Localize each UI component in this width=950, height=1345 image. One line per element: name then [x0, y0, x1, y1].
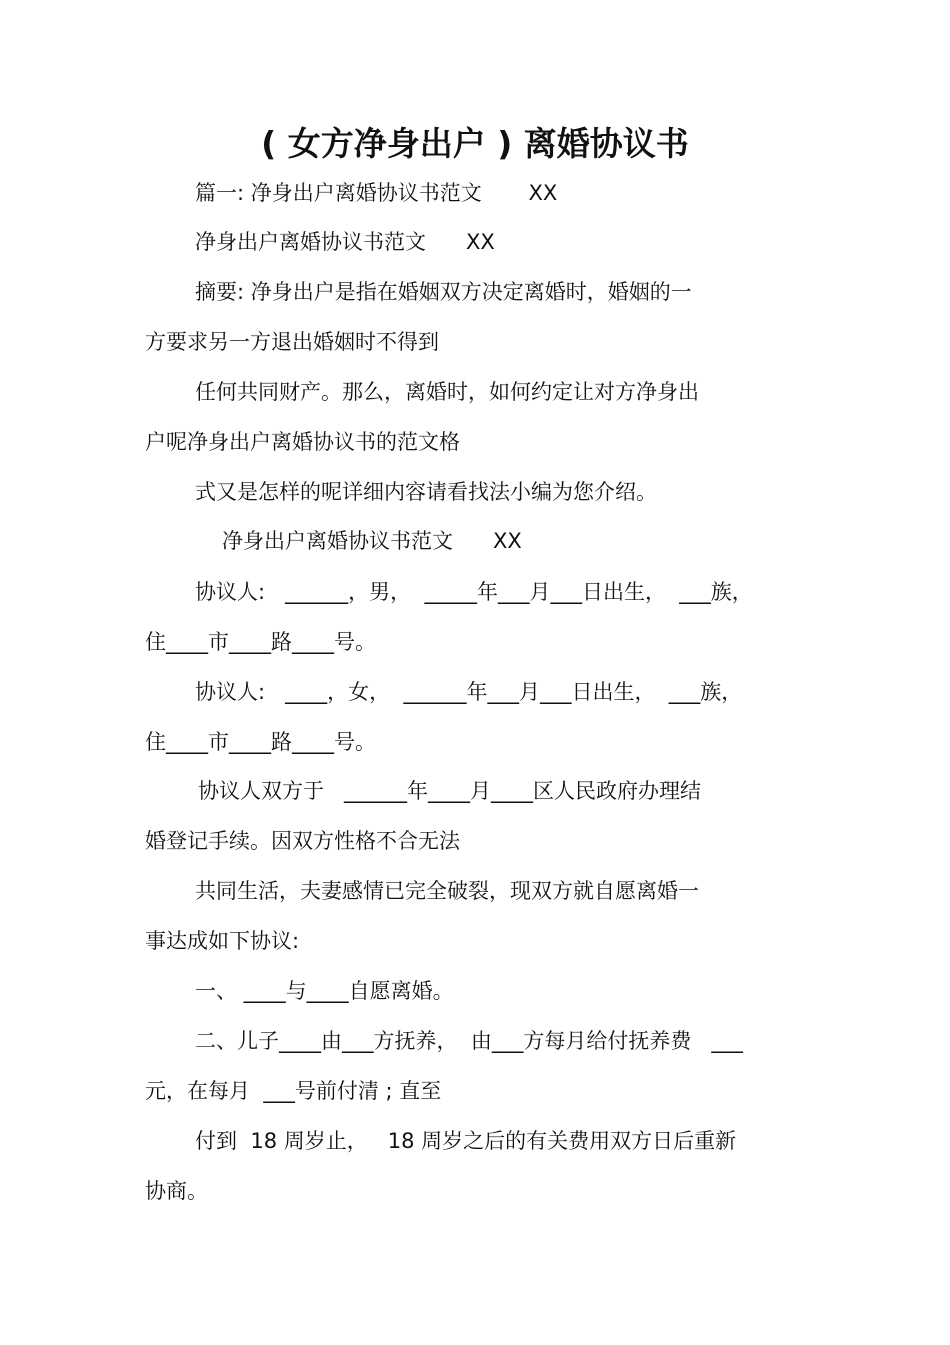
clause-two: 协商。: [145, 1179, 208, 1203]
summary-line: 式又是怎样的呢详细内容请看找法小编为您介绍。: [195, 480, 657, 504]
agreement-line: 共同生活，夫妻感情已完全破裂，现双方就自愿离婚一: [195, 879, 699, 903]
summary-line: 摘要: 净身出户是指在婚姻双方决定离婚时，婚姻的一: [195, 280, 692, 304]
sample-title: 净身出户离婚协议书范文 XX: [222, 529, 522, 553]
article-title: 净身出户离婚协议书范文 XX: [195, 230, 495, 254]
party-line: 协议人: ____，女， ______年___月___日出生， ___族，: [195, 680, 743, 704]
agreement-line: 婚登记手续。因双方性格不合无法: [145, 829, 460, 853]
agreement-line: 事达成如下协议:: [145, 929, 300, 953]
clause-two: 付到 18 周岁止， 18 周岁之后的有关费用双方日后重新: [195, 1129, 737, 1153]
document-title: ( 女方净身出户 ) 离婚协议书: [261, 124, 689, 163]
summary-line: 户呢净身出户离婚协议书的范文格: [145, 430, 460, 454]
party-address: 住____市____路____号。: [145, 630, 376, 654]
agreement-line: 协议人双方于 ______年____月____区人民政府办理结: [198, 779, 702, 803]
party-address: 住____市____路____号。: [145, 730, 376, 754]
clause-two: 二、儿子____由___方抚养， 由___方每月给付抚养费 ___: [195, 1029, 743, 1053]
summary-line: 任何共同财产。那么，离婚时，如何约定让对方净身出: [195, 380, 699, 404]
clause-one: 一、 ____与____自愿离婚。: [195, 979, 454, 1003]
party-line: 协议人: ______，男， _____年___月___日出生， ___族，: [195, 580, 753, 604]
clause-two: 元，在每月 ___号前付清 ; 直至: [145, 1079, 442, 1103]
summary-line: 方要求另一方退出婚姻时不得到: [145, 330, 439, 354]
section-heading: 篇一: 净身出户离婚协议书范文 XX: [195, 181, 558, 205]
